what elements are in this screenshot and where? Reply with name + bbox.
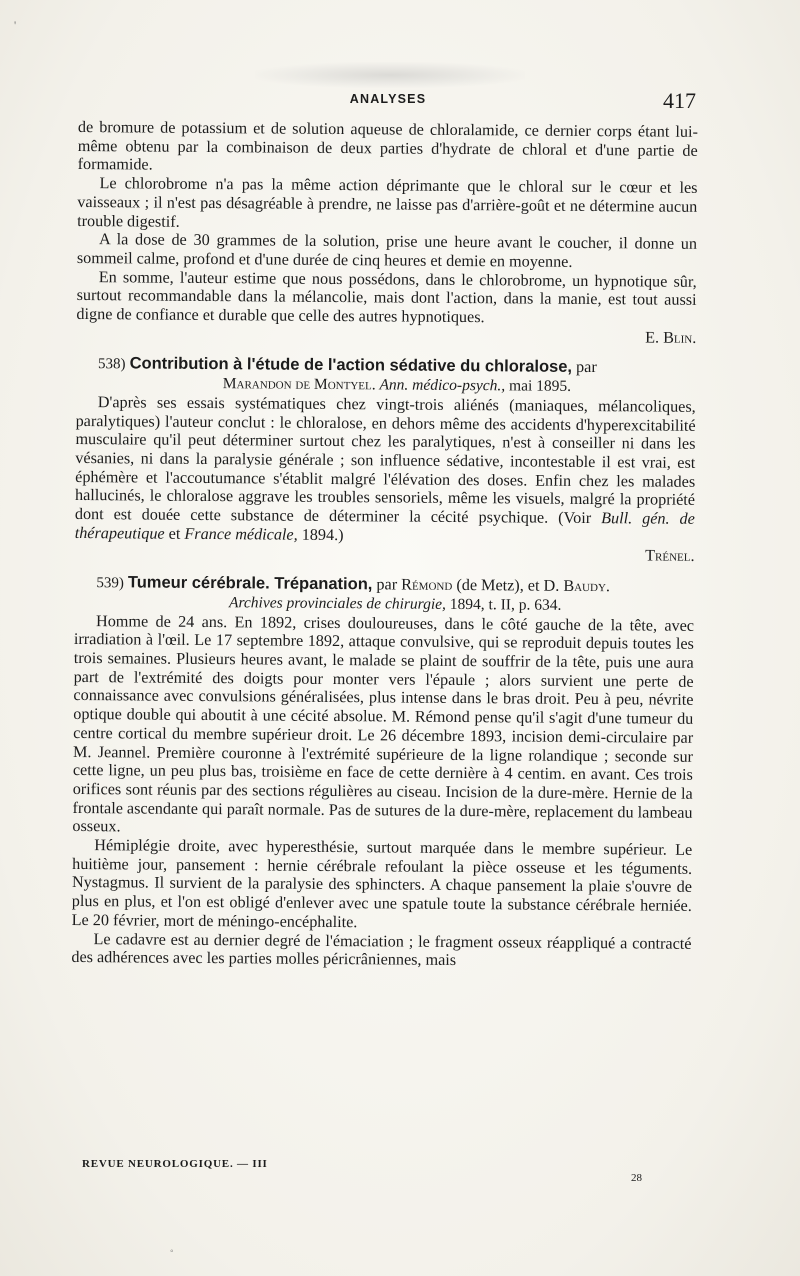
entry-title: Tumeur cérébrale. Trépanation, xyxy=(127,573,373,594)
paragraph xyxy=(75,393,696,547)
page-header xyxy=(80,90,696,114)
entry-body: D'après ses essais systématiques chez vingt-trois aliénés (maniaques, mélancoliques, paralytiques) l'auteur conclut : le chloralose, en dehors même des accidents d'hyperexcitabilité musculaire qu'il peut déterminer surtout chez les paralytiques, n'est à conseiller ni dans les vésanies, ni dans la paralysie générale ; son influence sédative, incontestable il est vrai, est éphémère et l'accoutumance s'établit malgré l'élévation des doses. Enfin chez les malades hallucinés, le chloralose aggrave les troubles sensoriels, même les visuels, malgré la propriété dont est douée cette substance de déterminer la cécité psychique. (Voir xyxy=(74,393,696,528)
paragraph: Le chlorobrome n'a pas la même action déprimante que le chloral sur le cœur et les vaisseaux ; il n'est pas désagréable à prendre, ne laisse pas d'arrière-goût et ne détermine aucun trouble digestif. xyxy=(77,174,698,231)
entry-ref-and: et xyxy=(168,524,181,543)
entry-journal: Archives provinciales de chirurgie, xyxy=(228,594,447,613)
entry-by: par xyxy=(576,358,597,377)
paragraph: Le cadavre est au dernier degré de l'émaciation ; le fragment osseux réappliqué a contracté des adhérences avec les parties molles péricrâniennes, mais xyxy=(71,929,692,970)
entry-ref-2: France médicale, xyxy=(184,524,298,544)
entry-ref-1: Bull. gén. de thérapeutique xyxy=(74,509,695,543)
running-title: ANALYSES xyxy=(349,92,427,106)
footer-sheet-number: 28 xyxy=(631,1172,642,1184)
margin-mark: ' xyxy=(14,18,17,32)
entry-author: Baudy. xyxy=(563,576,611,596)
footer-journal: REVUE NEUROLOGIQUE. — III xyxy=(82,1158,268,1170)
entry-538 xyxy=(75,354,697,566)
paragraph: Hémiplégie droite, avec hyperesthésie, surtout marquée dans le membre supérieur. Le huitième jour, pansement : hernie cérébrale refoulant la pièce osseuse et les téguments. Nystagmus. Il survient de la paralysie des sphincters. A chaque pansement la plaie s'ouvre de plus en plus, et l'on est obligé d'enlever avec une spatule toute la substance cérébrale herniée. Le 20 février, mort de méningo-encéphalite. xyxy=(71,836,693,932)
entry-place: (de Metz), et D. xyxy=(456,576,560,595)
entry-by: par xyxy=(376,575,398,594)
entry-authors: Marandon de Montyel. xyxy=(222,375,376,394)
entry-date: mai 1895. xyxy=(508,377,572,396)
entry-citation: 1894, t. II, p. 634. xyxy=(449,595,562,614)
entry-author: Rémond xyxy=(401,575,453,595)
paragraph: A la dose de 30 grammes de la solution, prise une heure avant le coucher, il donne un sommeil calme, profond et d'une durée de cinq heures et demie en moyenne. xyxy=(76,230,698,271)
entry-journal: Ann. médico-psych., xyxy=(379,376,506,395)
margin-mark-bottom: ◦ xyxy=(170,1246,174,1257)
entry-number: 538) xyxy=(98,356,126,373)
entry-number: 539) xyxy=(96,575,124,592)
paper-stain xyxy=(255,62,525,88)
page-footer xyxy=(82,1158,642,1182)
text-block xyxy=(71,118,698,972)
entry-ref-end: 1894.) xyxy=(301,525,344,544)
paragraph: En somme, l'auteur estime que nous possédons, dans le chlorobrome, un hypnotique sûr, surtout recommandable dans la mélancolie, mais dont l'action, dans la manie, est tout aussi digne de confiance et durable que celle des autres hypnotiques. xyxy=(76,267,697,327)
page-number: 417 xyxy=(663,88,696,113)
entry-title: Contribution à l'étude de l'action sédative du chloralose, xyxy=(129,354,573,377)
paragraph: de bromure de potassium et de solution aqueuse de chloralamide, ce dernier corps étant lui-même obtenu par la combinaison de deux parties d'hydrate de chloral et d'une partie de formamide. xyxy=(77,118,698,174)
entry-539 xyxy=(71,573,694,972)
paragraph: Homme de 24 ans. En 1892, crises douloureuses, dans le côté gauche de la tête, avec irradiation à l'œil. Le 17 septembre 1892, attaque convulsive, qui se reproduit depuis toutes les trois semaines. Plusieurs heures avant, le malade se plaint de souffrir de la tête, puis une aura part de l'extrémité des doigts pour monter vers l'épaule ; alors survient une perte de connaissance avec convulsions généralisées, plus intense dans le bras droit. Peu à peu, névrite optique double qui aboutit à une cécité absolue. M. Rémond pense qu'il s'agit d'une tumeur du centre cortical du membre supérieur droit. Le 26 décembre 1893, incision demi-circulaire par M. Jeannel. Première couronne à l'extrémité supérieure de la ligne rolandique ; seconde sur cette ligne, un peu plus bas, troisième en face de cette dernière à 4 centim. en avant. Ces trois orifices sont réunis par des sections régulières au ciseau. Incision de la dure-mère. Hernie de la frontale ascendante qui paraît normale. Pas de sutures de la dure-mère, replacement du lambeau osseux. xyxy=(72,611,695,836)
signature: Trénel. xyxy=(645,546,695,566)
signature: E. Blin. xyxy=(645,328,697,347)
